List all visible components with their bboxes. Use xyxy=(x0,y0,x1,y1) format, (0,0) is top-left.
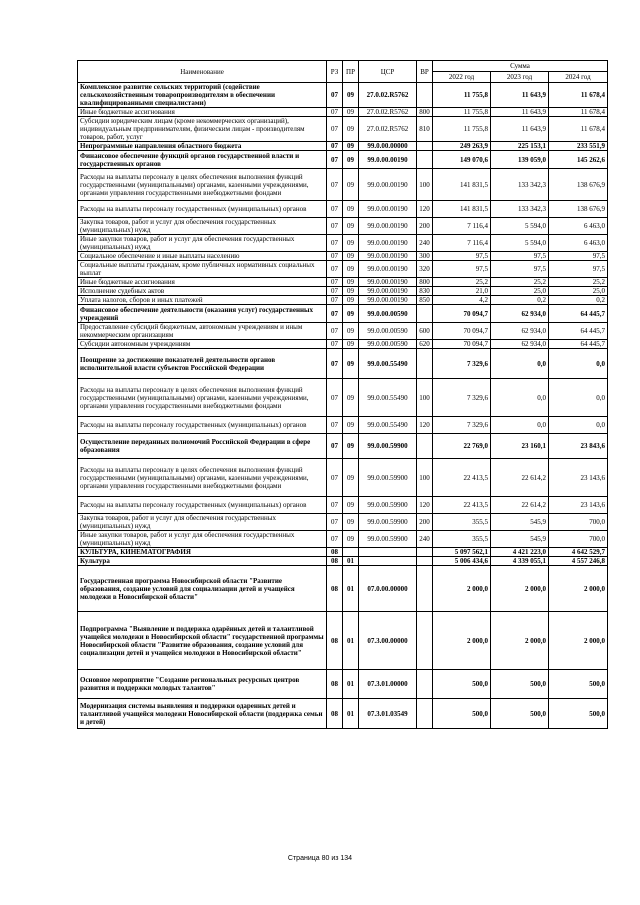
cell-name: Государственная программа Новосибирской области "Развитие образования, создание условий для социализации детей и учащейся молодежи в Новосибирской области" xyxy=(78,566,327,612)
table-row xyxy=(78,417,608,434)
table-row xyxy=(78,305,608,323)
cell-name: Осуществление переданных полномочий Российской Федерации в сфере образования xyxy=(78,434,327,459)
cell-name: Закупка товаров, работ и услуг для обеспечения государственных (муниципальных) нужд xyxy=(78,218,327,235)
cell-vr xyxy=(417,305,433,323)
cell-2024: 11 678,4 xyxy=(549,117,608,142)
cell-2024: 23 143,6 xyxy=(549,459,608,497)
cell-name: Субсидии автономным учреждениям xyxy=(78,340,327,349)
cell-2022: 355,5 xyxy=(433,514,491,531)
table-body xyxy=(78,83,608,729)
table-row xyxy=(78,497,608,514)
cell-2023: 23 160,1 xyxy=(491,434,549,459)
cell-rz: 07 xyxy=(327,349,343,379)
table-row xyxy=(78,459,608,497)
cell-rz: 07 xyxy=(327,117,343,142)
cell-rz: 07 xyxy=(327,169,343,201)
cell-vr: 600 xyxy=(417,323,433,340)
cell-csr: 99.0.00.59900 xyxy=(359,514,417,531)
cell-name: Расходы на выплаты персоналу государственных (муниципальных) органов xyxy=(78,201,327,218)
cell-2023: 4 339 055,1 xyxy=(491,557,549,566)
cell-vr xyxy=(417,699,433,729)
cell-2022: 4,2 xyxy=(433,296,491,305)
cell-2022: 70 094,7 xyxy=(433,340,491,349)
cell-pr: 09 xyxy=(343,349,359,379)
cell-2024: 64 445,7 xyxy=(549,340,608,349)
cell-2023: 5 594,0 xyxy=(491,235,549,252)
cell-vr xyxy=(417,566,433,612)
cell-2022: 2 000,0 xyxy=(433,612,491,670)
table-row xyxy=(78,612,608,670)
cell-name: Финансовое обеспечение функций органов государственной власти и государственных органов xyxy=(78,151,327,169)
cell-pr: 09 xyxy=(343,497,359,514)
cell-csr: 07.0.00.00000 xyxy=(359,566,417,612)
cell-pr: 01 xyxy=(343,557,359,566)
cell-vr: 200 xyxy=(417,514,433,531)
cell-rz: 07 xyxy=(327,531,343,548)
cell-pr: 09 xyxy=(343,252,359,261)
cell-2024: 0,0 xyxy=(549,349,608,379)
cell-2023: 25,0 xyxy=(491,287,549,296)
cell-pr: 09 xyxy=(343,278,359,287)
cell-pr: 09 xyxy=(343,379,359,417)
cell-vr xyxy=(417,349,433,379)
cell-rz: 07 xyxy=(327,434,343,459)
cell-name: Комплексное развитие сельских территорий (содействие сельскохозяйственным товаропроизводителям в обеспечении квалифицированными специалистами) xyxy=(78,83,327,108)
cell-name: Расходы на выплаты персоналу государственных (муниципальных) органов xyxy=(78,417,327,434)
cell-csr: 99.0.00.00190 xyxy=(359,218,417,235)
table-row xyxy=(78,548,608,557)
cell-2022: 141 831,5 xyxy=(433,169,491,201)
cell-2022: 7 116,4 xyxy=(433,235,491,252)
cell-pr: 09 xyxy=(343,151,359,169)
cell-pr: 09 xyxy=(343,261,359,278)
cell-2024: 11 678,4 xyxy=(549,83,608,108)
cell-vr: 100 xyxy=(417,169,433,201)
cell-2023: 0,0 xyxy=(491,379,549,417)
table-row xyxy=(78,379,608,417)
table-row xyxy=(78,201,608,218)
cell-name: Предоставление субсидий бюджетным, автономным учреждениям и иным некоммерческим организациям xyxy=(78,323,327,340)
cell-rz: 08 xyxy=(327,699,343,729)
cell-csr: 27.0.02.R5762 xyxy=(359,83,417,108)
table-row xyxy=(78,514,608,531)
cell-vr xyxy=(417,557,433,566)
table-row xyxy=(78,323,608,340)
table-row xyxy=(78,349,608,379)
cell-name: КУЛЬТУРА, КИНЕМАТОГРАФИЯ xyxy=(78,548,327,557)
cell-pr xyxy=(343,548,359,557)
cell-2022: 11 755,8 xyxy=(433,83,491,108)
cell-2024: 0,2 xyxy=(549,296,608,305)
cell-2024: 25,0 xyxy=(549,287,608,296)
cell-csr: 99.0.00.59900 xyxy=(359,459,417,497)
cell-rz: 07 xyxy=(327,108,343,117)
cell-rz: 07 xyxy=(327,296,343,305)
cell-rz: 07 xyxy=(327,497,343,514)
cell-vr: 240 xyxy=(417,531,433,548)
cell-2023: 139 059,0 xyxy=(491,151,549,169)
table-row xyxy=(78,566,608,612)
table-row xyxy=(78,699,608,729)
cell-2024: 2 000,0 xyxy=(549,612,608,670)
table-row xyxy=(78,278,608,287)
cell-csr: 99.0.00.59900 xyxy=(359,434,417,459)
cell-csr: 99.0.00.00190 xyxy=(359,169,417,201)
cell-2022: 70 094,7 xyxy=(433,305,491,323)
table-row xyxy=(78,557,608,566)
cell-csr: 99.0.00.00190 xyxy=(359,287,417,296)
table-row xyxy=(78,340,608,349)
cell-vr xyxy=(417,434,433,459)
cell-2023: 11 643,9 xyxy=(491,108,549,117)
cell-2024: 700,0 xyxy=(549,514,608,531)
cell-pr: 09 xyxy=(343,235,359,252)
cell-rz: 07 xyxy=(327,218,343,235)
cell-name: Закупка товаров, работ и услуг для обеспечения государственных (муниципальных) нужд xyxy=(78,514,327,531)
budget-table xyxy=(77,60,608,729)
cell-name: Социальные выплаты гражданам, кроме публичных нормативных социальных выплат xyxy=(78,261,327,278)
cell-csr: 99.0.00.00190 xyxy=(359,235,417,252)
cell-2024: 2 000,0 xyxy=(549,566,608,612)
cell-2023: 2 000,0 xyxy=(491,612,549,670)
page-footer: Страница 80 из 134 xyxy=(287,855,353,862)
cell-rz: 07 xyxy=(327,252,343,261)
cell-pr: 09 xyxy=(343,201,359,218)
cell-2024: 700,0 xyxy=(549,531,608,548)
cell-rz: 08 xyxy=(327,670,343,699)
cell-csr: 99.0.00.00590 xyxy=(359,305,417,323)
table-row xyxy=(78,108,608,117)
cell-csr: 99.0.00.00190 xyxy=(359,296,417,305)
cell-csr: 99.0.00.55490 xyxy=(359,349,417,379)
cell-2022: 249 263,9 xyxy=(433,142,491,151)
cell-rz: 07 xyxy=(327,201,343,218)
cell-2024: 4 557 246,8 xyxy=(549,557,608,566)
cell-csr: 07.3.00.00000 xyxy=(359,612,417,670)
header-rz: РЗ xyxy=(327,61,343,83)
cell-pr: 01 xyxy=(343,699,359,729)
cell-2023: 97,5 xyxy=(491,252,549,261)
cell-2022: 22 413,5 xyxy=(433,497,491,514)
cell-2024: 500,0 xyxy=(549,670,608,699)
cell-vr: 100 xyxy=(417,379,433,417)
cell-rz: 08 xyxy=(327,548,343,557)
cell-2024: 233 551,9 xyxy=(549,142,608,151)
cell-name: Исполнение судебных актов xyxy=(78,287,327,296)
cell-2024: 64 445,7 xyxy=(549,323,608,340)
table-row xyxy=(78,151,608,169)
table-row xyxy=(78,296,608,305)
cell-csr: 99.0.00.55490 xyxy=(359,417,417,434)
cell-2022: 22 413,5 xyxy=(433,459,491,497)
cell-vr xyxy=(417,548,433,557)
header-year-2022: 2022 год xyxy=(433,72,491,83)
cell-pr: 09 xyxy=(343,142,359,151)
header-vr: ВР xyxy=(417,61,433,83)
cell-2022: 7 116,4 xyxy=(433,218,491,235)
cell-2022: 355,5 xyxy=(433,531,491,548)
cell-csr: 07.3.01.00000 xyxy=(359,670,417,699)
cell-2023: 0,2 xyxy=(491,296,549,305)
cell-2022: 97,5 xyxy=(433,261,491,278)
cell-2023: 545,9 xyxy=(491,531,549,548)
cell-2023: 500,0 xyxy=(491,699,549,729)
cell-name: Иные бюджетные ассигнования xyxy=(78,278,327,287)
cell-2024: 138 676,9 xyxy=(549,201,608,218)
cell-2023: 0,0 xyxy=(491,349,549,379)
cell-rz: 07 xyxy=(327,417,343,434)
cell-name: Иные закупки товаров, работ и услуг для обеспечения государственных (муниципальных) нужд xyxy=(78,235,327,252)
cell-csr: 07.3.01.03549 xyxy=(359,699,417,729)
cell-csr: 99.0.00.00190 xyxy=(359,252,417,261)
cell-rz: 07 xyxy=(327,142,343,151)
table-row xyxy=(78,117,608,142)
cell-2024: 138 676,9 xyxy=(549,169,608,201)
cell-2022: 21,0 xyxy=(433,287,491,296)
cell-rz: 07 xyxy=(327,278,343,287)
cell-rz: 07 xyxy=(327,379,343,417)
cell-name: Финансовое обеспечение деятельности (оказания услуг) государственных учреждений xyxy=(78,305,327,323)
header-sum: Сумма xyxy=(433,61,608,72)
cell-2022: 11 755,8 xyxy=(433,108,491,117)
cell-vr: 100 xyxy=(417,459,433,497)
header-year-2023: 2023 год xyxy=(491,72,549,83)
cell-pr: 09 xyxy=(343,83,359,108)
cell-vr: 120 xyxy=(417,201,433,218)
cell-name: Расходы на выплаты персоналу в целях обеспечения выполнения функций государственными (муниципальными) органами, казенными учреждениями, органами управления государственными внебюджетными фондами xyxy=(78,169,327,201)
table-row xyxy=(78,287,608,296)
cell-2023: 22 614,2 xyxy=(491,459,549,497)
cell-2024: 64 445,7 xyxy=(549,305,608,323)
cell-vr xyxy=(417,83,433,108)
cell-rz: 07 xyxy=(327,323,343,340)
cell-vr: 810 xyxy=(417,117,433,142)
cell-pr: 09 xyxy=(343,459,359,497)
cell-2022: 500,0 xyxy=(433,670,491,699)
cell-2022: 25,2 xyxy=(433,278,491,287)
cell-2023: 0,0 xyxy=(491,417,549,434)
cell-2022: 70 094,7 xyxy=(433,323,491,340)
cell-2022: 5 097 562,1 xyxy=(433,548,491,557)
cell-name: Иные бюджетные ассигнования xyxy=(78,108,327,117)
cell-2023: 62 934,0 xyxy=(491,340,549,349)
cell-vr: 120 xyxy=(417,497,433,514)
table-row xyxy=(78,218,608,235)
table-row xyxy=(78,261,608,278)
cell-name: Расходы на выплаты персоналу государственных (муниципальных) органов xyxy=(78,497,327,514)
cell-pr: 09 xyxy=(343,287,359,296)
cell-name: Субсидии юридическим лицам (кроме некоммерческих организаций), индивидуальным предпринимателям, физическим лицам - производителям товаров, работ, услуг xyxy=(78,117,327,142)
header-pr: ПР xyxy=(343,61,359,83)
cell-pr: 09 xyxy=(343,417,359,434)
cell-2022: 2 000,0 xyxy=(433,566,491,612)
cell-2024: 23 843,6 xyxy=(549,434,608,459)
cell-2023: 11 643,9 xyxy=(491,83,549,108)
cell-name: Основное мероприятие "Создание региональных ресурсных центров развития и поддержки молодых талантов" xyxy=(78,670,327,699)
cell-rz: 07 xyxy=(327,305,343,323)
cell-vr: 200 xyxy=(417,218,433,235)
cell-2022: 7 329,6 xyxy=(433,349,491,379)
table-row xyxy=(78,434,608,459)
cell-vr: 300 xyxy=(417,252,433,261)
cell-2023: 25,2 xyxy=(491,278,549,287)
cell-csr xyxy=(359,548,417,557)
cell-2023: 500,0 xyxy=(491,670,549,699)
cell-csr: 99.0.00.00190 xyxy=(359,201,417,218)
cell-2022: 22 769,0 xyxy=(433,434,491,459)
cell-rz: 08 xyxy=(327,566,343,612)
cell-vr: 120 xyxy=(417,417,433,434)
cell-name: Модернизация системы выявления и поддержки одаренных детей и талантливой учащейся молодежи Новосибирской области (поддержка семьи и детей) xyxy=(78,699,327,729)
table-row xyxy=(78,670,608,699)
cell-vr xyxy=(417,142,433,151)
cell-2023: 5 594,0 xyxy=(491,218,549,235)
cell-2022: 5 006 434,6 xyxy=(433,557,491,566)
cell-2024: 6 463,0 xyxy=(549,218,608,235)
cell-vr: 320 xyxy=(417,261,433,278)
cell-rz: 07 xyxy=(327,261,343,278)
cell-2024: 0,0 xyxy=(549,379,608,417)
cell-name: Непрограммные направления областного бюджета xyxy=(78,142,327,151)
cell-pr: 09 xyxy=(343,514,359,531)
cell-name: Уплата налогов, сборов и иных платежей xyxy=(78,296,327,305)
cell-rz: 08 xyxy=(327,557,343,566)
cell-rz: 07 xyxy=(327,459,343,497)
cell-vr xyxy=(417,151,433,169)
cell-csr: 99.0.00.55490 xyxy=(359,379,417,417)
header-name: Наименование xyxy=(78,61,327,83)
table-row xyxy=(78,169,608,201)
cell-name: Иные закупки товаров, работ и услуг для обеспечения государственных (муниципальных) нужд xyxy=(78,531,327,548)
budget-table-sheet xyxy=(77,60,607,729)
cell-2024: 97,5 xyxy=(549,261,608,278)
cell-2024: 97,5 xyxy=(549,252,608,261)
cell-2022: 149 070,6 xyxy=(433,151,491,169)
cell-rz: 07 xyxy=(327,151,343,169)
cell-2024: 25,2 xyxy=(549,278,608,287)
cell-csr: 99.0.00.00190 xyxy=(359,151,417,169)
cell-vr: 800 xyxy=(417,108,433,117)
table-row xyxy=(78,252,608,261)
cell-pr: 09 xyxy=(343,434,359,459)
cell-csr: 99.0.00.00000 xyxy=(359,142,417,151)
cell-2024: 4 642 529,7 xyxy=(549,548,608,557)
cell-2023: 133 342,3 xyxy=(491,201,549,218)
cell-rz: 07 xyxy=(327,514,343,531)
cell-2023: 22 614,2 xyxy=(491,497,549,514)
cell-2022: 97,5 xyxy=(433,252,491,261)
cell-csr: 99.0.00.59900 xyxy=(359,531,417,548)
cell-name: Социальное обеспечение и иные выплаты населению xyxy=(78,252,327,261)
cell-2023: 2 000,0 xyxy=(491,566,549,612)
cell-csr: 99.0.00.00590 xyxy=(359,323,417,340)
cell-rz: 07 xyxy=(327,287,343,296)
cell-2024: 11 678,4 xyxy=(549,108,608,117)
cell-rz: 07 xyxy=(327,235,343,252)
cell-pr: 01 xyxy=(343,612,359,670)
cell-pr: 01 xyxy=(343,566,359,612)
cell-csr: 27.0.02.R5762 xyxy=(359,117,417,142)
cell-pr: 09 xyxy=(343,108,359,117)
cell-2022: 500,0 xyxy=(433,699,491,729)
cell-vr xyxy=(417,670,433,699)
table-row xyxy=(78,235,608,252)
cell-2024: 145 262,6 xyxy=(549,151,608,169)
cell-2024: 0,0 xyxy=(549,417,608,434)
cell-pr: 09 xyxy=(343,531,359,548)
cell-pr: 09 xyxy=(343,305,359,323)
cell-2024: 500,0 xyxy=(549,699,608,729)
cell-vr: 800 xyxy=(417,278,433,287)
cell-csr xyxy=(359,557,417,566)
cell-pr: 09 xyxy=(343,169,359,201)
cell-2023: 62 934,0 xyxy=(491,323,549,340)
cell-pr: 09 xyxy=(343,323,359,340)
header-csr: ЦСР xyxy=(359,61,417,83)
cell-csr: 27.0.02.R5762 xyxy=(359,108,417,117)
cell-csr: 99.0.00.00190 xyxy=(359,278,417,287)
cell-name: Культура xyxy=(78,557,327,566)
cell-vr xyxy=(417,612,433,670)
cell-pr: 01 xyxy=(343,670,359,699)
cell-2023: 545,9 xyxy=(491,514,549,531)
cell-2022: 7 329,6 xyxy=(433,417,491,434)
cell-2023: 4 421 223,0 xyxy=(491,548,549,557)
cell-csr: 99.0.00.00590 xyxy=(359,340,417,349)
cell-pr: 09 xyxy=(343,218,359,235)
cell-2022: 11 755,8 xyxy=(433,117,491,142)
cell-pr: 09 xyxy=(343,340,359,349)
cell-rz: 07 xyxy=(327,340,343,349)
cell-2023: 11 643,9 xyxy=(491,117,549,142)
header-year-2024: 2024 год xyxy=(549,72,608,83)
cell-vr: 620 xyxy=(417,340,433,349)
cell-rz: 07 xyxy=(327,83,343,108)
cell-pr: 09 xyxy=(343,296,359,305)
cell-rz: 08 xyxy=(327,612,343,670)
cell-vr: 850 xyxy=(417,296,433,305)
cell-2024: 23 143,6 xyxy=(549,497,608,514)
cell-name: Подпрограмма "Выявление и поддержка одарённых детей и талантливой учащейся молодежи в Новосибирской области" государственной программы Новосибирской области "Развитие образования, создание условий для социализации детей и учащейся молодежи в Новосибирской области" xyxy=(78,612,327,670)
cell-2023: 62 934,0 xyxy=(491,305,549,323)
cell-2023: 225 153,1 xyxy=(491,142,549,151)
cell-csr: 99.0.00.00190 xyxy=(359,261,417,278)
table-row xyxy=(78,531,608,548)
cell-2023: 97,5 xyxy=(491,261,549,278)
cell-2022: 7 329,6 xyxy=(433,379,491,417)
table-row xyxy=(78,83,608,108)
cell-name: Поощрение за достижение показателей деятельности органов исполнительной власти субъектов Российской Федерации xyxy=(78,349,327,379)
cell-csr: 99.0.00.59900 xyxy=(359,497,417,514)
cell-2024: 6 463,0 xyxy=(549,235,608,252)
cell-2023: 133 342,3 xyxy=(491,169,549,201)
cell-2022: 141 831,5 xyxy=(433,201,491,218)
cell-vr: 830 xyxy=(417,287,433,296)
cell-name: Расходы на выплаты персоналу в целях обеспечения выполнения функций государственными (муниципальными) органами, казенными учреждениями, органами управления государственными внебюджетными фондами xyxy=(78,379,327,417)
cell-pr: 09 xyxy=(343,117,359,142)
cell-name: Расходы на выплаты персоналу в целях обеспечения выполнения функций государственными (муниципальными) органами, казенными учреждениями, органами управления государственными внебюджетными фондами xyxy=(78,459,327,497)
cell-vr: 240 xyxy=(417,235,433,252)
table-row xyxy=(78,142,608,151)
